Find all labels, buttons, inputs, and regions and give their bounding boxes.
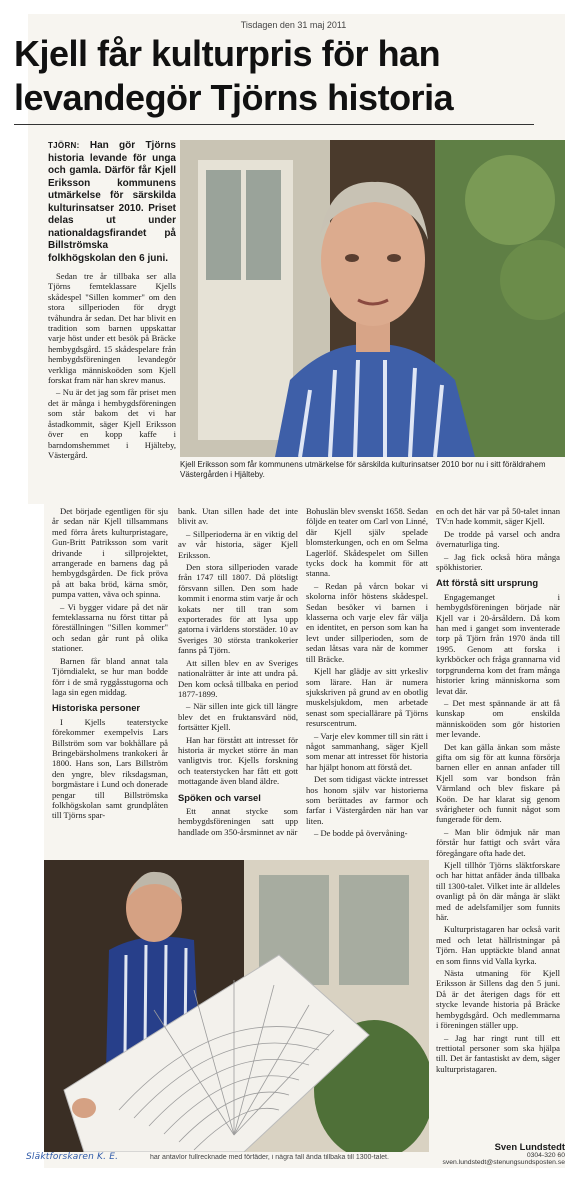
- paragraph: De trodde på varsel och andra övernaturliga ting.: [436, 528, 560, 550]
- paragraph: – Nu är det jag som får priset men det är många i hembygdsföreningen som står bakom det vi har åstadkommit, säger Kjell Eriksson över en kopp kaffe i barndomshemmet i Hjälteby, Västergård.: [48, 387, 176, 460]
- paragraph: – Jag har ringt runt till ett trettiotal personer som ska hjälpa till. Det är fantastiskt av dem, säger kulturpristagaren.: [436, 1032, 560, 1074]
- paragraph: Att sillen blev en av Sveriges nationalrätter är inte att undra på. Den kom också tillbaka en period 1877-1899.: [178, 657, 298, 699]
- family-tree-illustration: [44, 860, 429, 1152]
- paragraph: Barnen får bland annat tala Tjörndialekt, se hur man bodde förr i de små ryggåsstugorna och laga sin egen middag.: [52, 655, 168, 697]
- paragraph: – Sillperioderna är en viktig del av vår historia, säger Kjell Eriksson.: [178, 528, 298, 560]
- subhead-ursprung: Att förstå sitt ursprung: [436, 577, 539, 589]
- family-tree-caption: har antavlor fullrecknade med förfäder, i några fall ända tillbaka till 1300-talet.: [150, 1154, 389, 1161]
- paragraph: Kulturpristagaren har också varit med och letat hällristningar på Tjörn. Han upptäckte bland annat en som finns vid Valla kyrka.: [436, 924, 560, 966]
- byline: [440, 1141, 565, 1166]
- paragraph: – Redan på vårcn bokar vi skolorna inför höstens skådespel. Sedan besöker vi barnen i klasserna och varje elev får välja en identitet, en person som kan ha levt under sillperioden, som de sedan låtsas vara när de kommer till Bräcke.: [306, 580, 428, 664]
- column-3: [306, 506, 428, 841]
- headline-rule: [14, 124, 534, 125]
- paragraph: – Man blir ödmjuk när man förstår hur fattigt och svårt våra föregångare ofta hade det.: [436, 826, 560, 858]
- subhead-historiska: Historiska personer: [52, 702, 141, 714]
- paragraph: en och det här var på 50-talet innan TV:n hade kommit, säger Kjell.: [436, 506, 560, 527]
- handwritten-note: Släktforskaren K. E.: [26, 1152, 119, 1162]
- author-email: sven.lundstedt@stenungsundsposten.se: [442, 1159, 565, 1166]
- family-tree-photo: [44, 860, 429, 1152]
- paragraph: Kjell har glädje av sitt yrkesliv som lärare. Han är numera sjukskriven på grund av en obotlig muskelsjukdom, men arbetade senast som speciallärare på Tjörns resurscentrum.: [306, 666, 428, 729]
- paragraph: Det kan gälla änkan som måste gifta om sig för att kunna försörja barnen eller en annan anfader till Kjell som var bondson från Värmland och blev fiskare på Koön. De har klarat sig genom svårigheter och funnit något som fungerade för dem.: [436, 741, 560, 825]
- dateline: Tisdagen den 31 maj 2011: [240, 20, 347, 30]
- column-1-bottom: [52, 506, 168, 823]
- portrait-caption: Kjell Eriksson som får kommunens utmärkelse för särskilda kulturinsatser 2010 bor nu i sitt föräldrahem Västergården i Hjälteby.: [180, 460, 546, 479]
- author-phone: 0304-320 60: [526, 1152, 565, 1159]
- paragraph: Han har förstått att intresset för historia är mycket större än man vanligtvis tror. Kjells forskning och teaterstycken har fått ett gott mottagande även bland äldre.: [178, 734, 298, 787]
- paragraph: – När sillen inte gick till längre blev det en fruktansvärd nöd, fortsätter Kjell.: [178, 701, 298, 733]
- author-name: Sven Lundstedt: [494, 1141, 565, 1152]
- ingress: [48, 140, 176, 265]
- paragraph: Sedan tre år tillbaka ser alla Tjörns femteklassare Kjells skådespel "Sillen kommer" om den stora sillperioden för drygt tvåhundra år sedan. Det har blivit en tradition som barnen uppskattar varje höst under ett besök på Bräcke hembygdsgård. 15 skådespelare från hembygdsföreningen levandegör verkliga människoöden som Kjell forskat fram när han skrev manus.: [48, 271, 176, 386]
- portrait-illustration: [180, 140, 565, 457]
- paragraph: Den stora sillperioden varade från 1747 till 1807. Då plötsligt försvann sillen. Den som hade kommit i enorma stim varje år och kokats ner till tran som exporterades för att lysa upp gatorna i världens storstäder. 10 av Sveriges 30 största trankokerier fanns på Tjörn.: [178, 562, 298, 656]
- portrait-photo: [180, 140, 565, 457]
- column-2: [178, 506, 298, 839]
- paragraph: – Jag fick också höra många spökhistorier.: [436, 551, 560, 573]
- subhead-spoken: Spöken och varsel: [178, 791, 261, 803]
- column-1-top: [48, 140, 176, 462]
- paragraph: Kjell tillhör Tjörns släktforskare och har hittat anfäder ända tillbaka till 1300-talet. Vilket inte är alldeles ovanligt på ön där många är släkt med de adelsfamiljer som funnits här.: [436, 860, 560, 923]
- paragraph: Det som tidigast väckte intresset hos honom själv var historierna som berättades av farmor och farfar i Västergården när han var liten.: [306, 774, 428, 826]
- paragraph: – De bodde på övervåning-: [314, 828, 408, 839]
- ingress-text: Han gör Tjörns historia levande för unga och gamla. Därför får Kjell Eriksson kommunens utmärkelse för särskilda kulturinsatser 2010. Priset delas ut under nationaldagsfirandet på Billströmska folkhögskolan den 6 juni.: [48, 140, 176, 264]
- paragraph: – Det mest spännande är att få kunskap om enskilda människoöden som gör historien mer levande.: [436, 697, 560, 740]
- paragraph: bank. Utan sillen hade det inte blivit av.: [178, 506, 298, 527]
- paragraph: – Varje elev kommer till sin rätt i något sammanhang, säger Kjell som menar att intresset för historia har hjälpt honom att förstå det.: [306, 730, 428, 772]
- place-tag: TJÖRN:: [48, 141, 80, 150]
- column-4: [436, 506, 560, 1076]
- paragraph: Ett annat stycke som hembygdsföreningen satt upp handlade om 350-årsminnet av när: [178, 805, 298, 837]
- paragraph: – Vi bygger vidare på det när femteklassarna nu först tittar på föreställningen "Sillen kommer" och sedan går runt på olika stationer.: [52, 601, 168, 654]
- paragraph: Nästa utmaning för Kjell Eriksson är Sillens dag den 5 juni. Då är det återigen dags för ett stycke levande historia på Bräcke hembygdsgård. Och medlemmarna i föreningen ställer upp.: [436, 968, 560, 1031]
- paragraph: Engagemanget i hembygdsföreningen började när Kjell var i 20-årsåldern. Då kom han med i ganget som inventerade torp på Tjörn från 1970 ända till 1995. Genom att forska i kyrkböcker och fråga grannarna vid torpgrunderna kom det fram många historier kring människorna som levat där.: [436, 591, 560, 696]
- paragraph: Bohuslän blev svenskt 1658. Sedan följde en teater om Carl von Linné, där Kjell själv spelade blomsterkungen, och en om Selma Lagerlöf. Skådespelet om Sillen tycks dock ha kommit för att stanna.: [306, 506, 428, 579]
- headline: Kjell får kulturpris för han levandegör Tjörns historia: [14, 33, 454, 118]
- paragraph: I Kjells teaterstycke förekommer exempelvis Lars Billström som var bokhållare på Bringebärsholmens trankokeri år 1800. Hans son, Lars Billström den yngre, blev riksdagsman, borgmästare i Lund och donerade pengar till Billströmska folkhögskolan samt grundplåten till Tjörns spar-: [52, 716, 168, 821]
- paragraph: Det började egentligen för sju år sedan när Kjell tillsammans med förra årets kulturpristagare, Gun-Britt Patriksson som varit drivande i sillprojektet, arrangerade en barnens dag på hembygdsgården. De fick pröva på att baka bröd, kärna smör, pumpa vatten, väva och spinna.: [52, 506, 168, 600]
